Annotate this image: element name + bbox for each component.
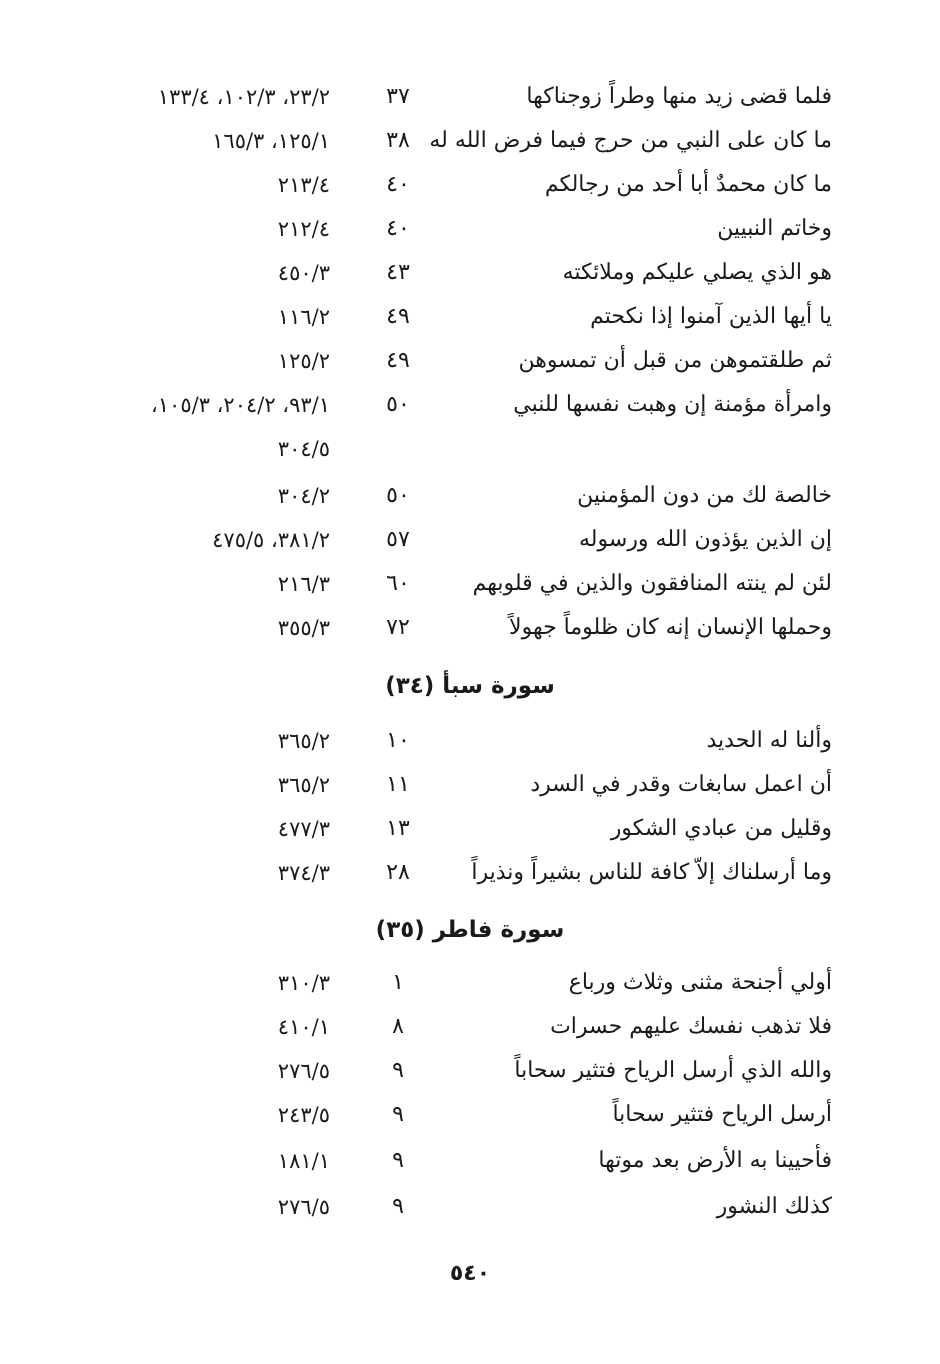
volume-page-refs: ٢٣/٢، ١٠٢/٣، ١٣٣/٤ — [157, 85, 330, 109]
verse-row — [0, 807, 940, 851]
verse-number: ٥٠ — [386, 392, 410, 417]
verse-number: ٤٩ — [386, 304, 410, 329]
verse-text: كذلك النشور — [716, 1194, 832, 1219]
volume-page-refs: ١٨١/١ — [277, 1149, 330, 1173]
volume-page-refs: ٤٧٧/٣ — [277, 817, 330, 841]
verse-text: وألنا له الحديد — [706, 728, 832, 753]
page-number: ٥٤٠ — [449, 1261, 491, 1286]
verse-text: وخاتم النبيين — [717, 216, 832, 241]
volume-page-refs: ٢١٢/٤ — [277, 217, 330, 241]
volume-page-refs: ٩٣/١، ٢٠٤/٢، ١٠٥/٣، — [150, 393, 330, 417]
verse-number: ١١ — [386, 772, 410, 797]
verse-number: ٩ — [392, 1194, 404, 1219]
verse-row — [0, 75, 940, 119]
verse-number: ٤٠ — [386, 216, 410, 241]
verse-text: هو الذي يصلي عليكم وملائكته — [562, 260, 832, 285]
verse-number: ٦٠ — [386, 571, 410, 596]
volume-page-refs: ٢٧٦/٥ — [277, 1059, 330, 1083]
volume-page-refs: ٣٨١/٢، ٤٧٥/٥ — [212, 528, 330, 552]
verse-text: خالصة لك من دون المؤمنين — [577, 483, 832, 508]
verse-row — [0, 606, 940, 650]
volume-page-refs: ١٢٥/١، ١٦٥/٣ — [212, 129, 330, 153]
volume-page-refs: ١٢٥/٢ — [277, 349, 330, 373]
volume-page-refs: ٣١٠/٣ — [277, 971, 330, 995]
verse-row-continuation — [0, 427, 940, 471]
surah-heading-saba: سورة سبأ (٣٤) — [385, 673, 555, 699]
verse-text: أرسل الرياح فتثير سحاباً — [612, 1102, 832, 1127]
verse-row — [0, 719, 940, 763]
volume-page-refs: ٤٥٠/٣ — [277, 261, 330, 285]
verse-text: يا أيها الذين آمنوا إذا نكحتم — [590, 304, 832, 329]
volume-page-refs: ٢٤٣/٥ — [277, 1103, 330, 1127]
verse-number: ٤٠ — [386, 172, 410, 197]
verse-row — [0, 1139, 940, 1183]
volume-page-refs: ٣٠٤/٢ — [277, 484, 330, 508]
verse-row — [0, 763, 940, 807]
volume-page-refs: ٢١٣/٤ — [277, 173, 330, 197]
verse-row — [0, 1005, 940, 1049]
verse-number: ١٣ — [386, 816, 410, 841]
verse-number: ١ — [392, 970, 404, 995]
verse-number: ٩ — [392, 1058, 404, 1083]
verse-number: ٧٢ — [386, 615, 410, 640]
verse-text: فلما قضى زيد منها وطراً زوجناكها — [526, 84, 832, 109]
verse-row — [0, 251, 940, 295]
verse-row — [0, 163, 940, 207]
verse-text: فأحيينا به الأرض بعد موتها — [598, 1148, 832, 1173]
volume-page-refs: ٣٧٤/٣ — [277, 861, 330, 885]
verse-row — [0, 207, 940, 251]
verse-text: وامرأة مؤمنة إن وهبت نفسها للنبي — [513, 392, 832, 417]
verse-row — [0, 1049, 940, 1093]
verse-row — [0, 1093, 940, 1137]
verse-number: ٤٣ — [386, 260, 410, 285]
volume-page-refs: ٣٦٥/٢ — [277, 729, 330, 753]
volume-page-refs: ٢٧٦/٥ — [277, 1195, 330, 1219]
verse-number: ٥٠ — [386, 483, 410, 508]
verse-text: فلا تذهب نفسك عليهم حسرات — [550, 1014, 832, 1039]
verse-row — [0, 562, 940, 606]
verse-text: ثم طلقتموهن من قبل أن تمسوهن — [518, 348, 832, 373]
verse-number: ٥٧ — [386, 527, 410, 552]
verse-text: وقليل من عبادي الشكور — [610, 816, 832, 841]
verse-text: وحملها الإنسان إنه كان ظلوماً جهولاً — [509, 615, 832, 640]
verse-row — [0, 119, 940, 163]
verse-text: وما أرسلناك إلاّ كافة للناس بشيراً ونذيراً — [471, 860, 832, 885]
volume-page-refs: ٤١٠/١ — [277, 1015, 330, 1039]
verse-number: ٩ — [392, 1148, 404, 1173]
verse-number: ١٠ — [386, 728, 410, 753]
verse-row — [0, 518, 940, 562]
verse-text: إن الذين يؤذون الله ورسوله — [579, 527, 832, 552]
verse-text: أولي أجنحة مثنى وثلاث ورباع — [568, 970, 832, 995]
volume-page-refs: ٣٥٥/٣ — [277, 616, 330, 640]
verse-number: ٨ — [392, 1014, 404, 1039]
verse-number: ٣٧ — [386, 84, 410, 109]
verse-number: ٢٨ — [386, 860, 410, 885]
surah-heading-fatir: سورة فاطر (٣٥) — [375, 917, 565, 943]
verse-row — [0, 1185, 940, 1229]
volume-page-refs: ٣٠٤/٥ — [277, 437, 330, 461]
verse-number: ٣٨ — [386, 128, 410, 153]
verse-row — [0, 474, 940, 518]
verse-text: ما كان محمدٌ أبا أحد من رجالكم — [544, 172, 832, 197]
volume-page-refs: ٢١٦/٣ — [277, 572, 330, 596]
verse-text: أن اعمل سابغات وقدر في السرد — [530, 772, 832, 797]
verse-text: ما كان على النبي من حرج فيما فرض الله له — [429, 128, 832, 153]
verse-row — [0, 851, 940, 895]
verse-row — [0, 383, 940, 427]
verse-text: والله الذي أرسل الرياح فتثير سحاباً — [514, 1058, 832, 1083]
verse-number: ٤٩ — [386, 348, 410, 373]
verse-number: ٩ — [392, 1102, 404, 1127]
verse-row — [0, 295, 940, 339]
volume-page-refs: ١١٦/٢ — [277, 305, 330, 329]
volume-page-refs: ٣٦٥/٢ — [277, 773, 330, 797]
verse-text: لئن لم ينته المنافقون والذين في قلوبهم — [472, 571, 832, 596]
verse-row — [0, 339, 940, 383]
verse-row — [0, 961, 940, 1005]
